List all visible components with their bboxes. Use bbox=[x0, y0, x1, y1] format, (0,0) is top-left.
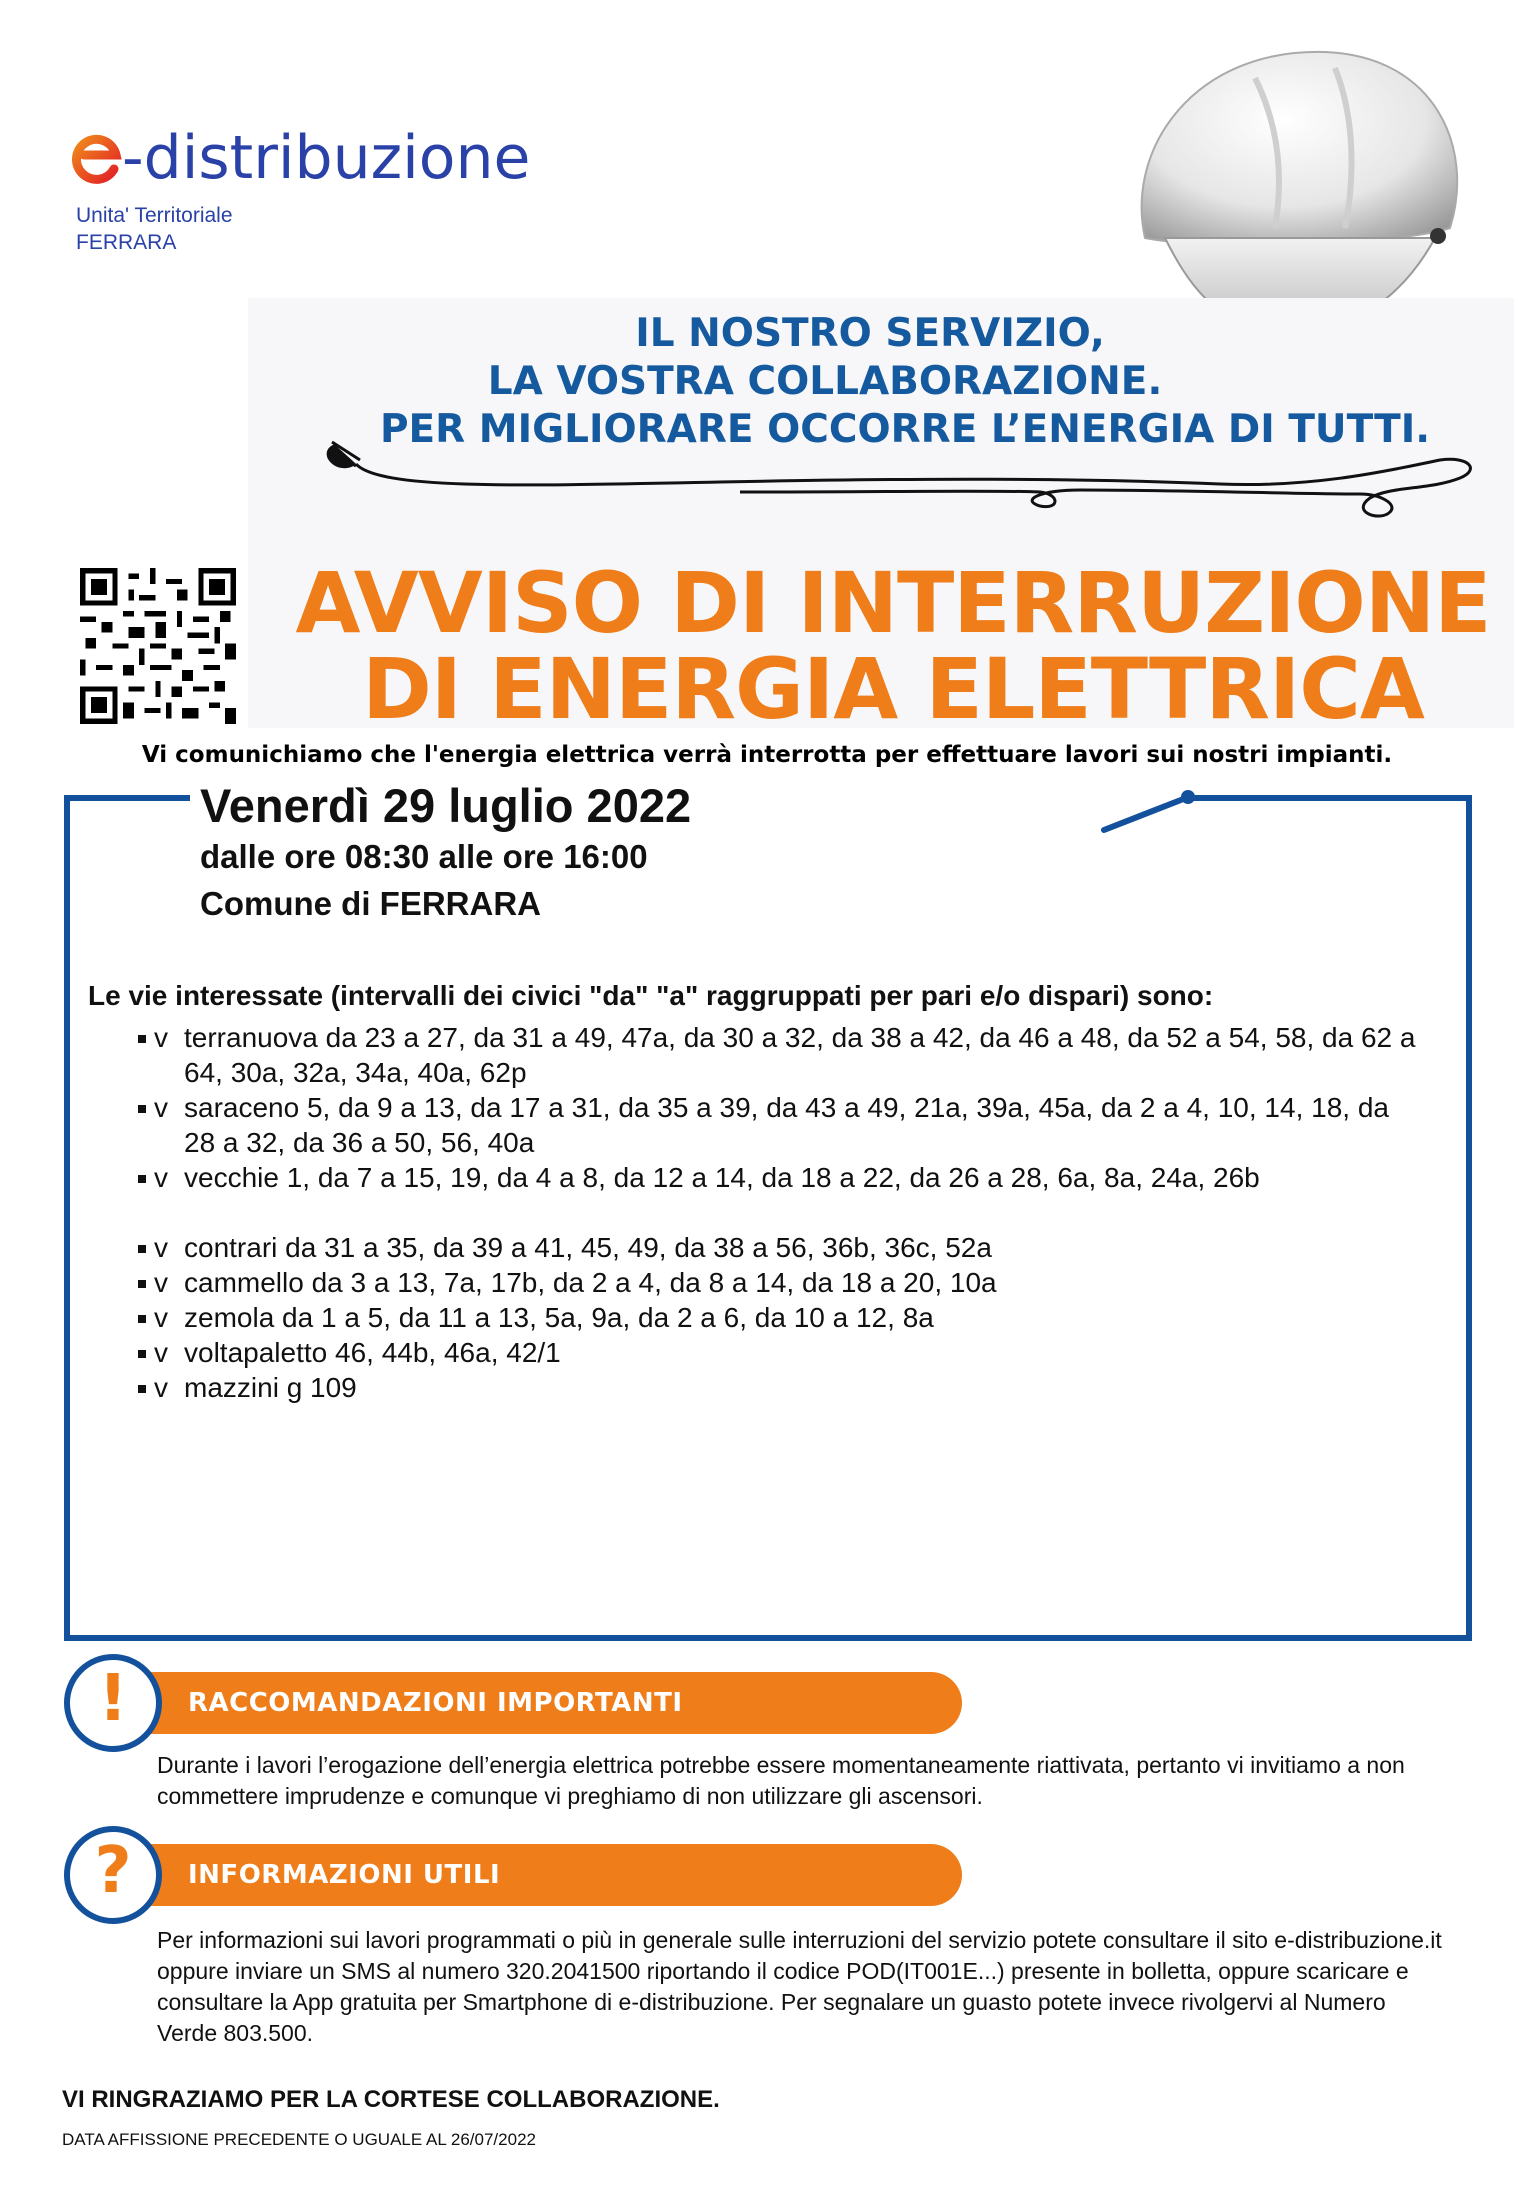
frame-top-left bbox=[64, 795, 190, 801]
street-text: zemola da 1 a 5, da 11 a 13, 5a, 9a, da 2 a 6, da 10 a 12, 8a bbox=[184, 1302, 934, 1333]
e-logo-icon bbox=[70, 129, 122, 187]
unit-label: Unita' Territoriale bbox=[76, 204, 233, 227]
list-item bbox=[134, 1300, 1424, 1335]
info-bar bbox=[110, 1844, 962, 1906]
question-icon bbox=[64, 1826, 162, 1924]
helmet-icon bbox=[1105, 38, 1515, 338]
street-text: contrari da 31 a 35, da 39 a 41, 45, 49, da 38 a 56, 36b, 36c, 52a bbox=[184, 1232, 992, 1263]
list-item bbox=[134, 1090, 1424, 1160]
brand-name: -distribuzione bbox=[122, 123, 531, 193]
exclamation-icon bbox=[64, 1654, 162, 1752]
street-prefix: v bbox=[154, 1232, 168, 1263]
street-prefix: v bbox=[154, 1337, 168, 1368]
recommendations-bar bbox=[110, 1672, 962, 1734]
street-prefix: v bbox=[154, 1162, 168, 1193]
intro-text: Vi comunichiamo che l'energia elettrica verrà interrotta per effettuare lavori sui nostri impianti. bbox=[141, 742, 1393, 768]
qr-code-icon bbox=[80, 568, 236, 724]
street-text: cammello da 3 a 13, 7a, 17b, da 2 a 4, da 8 a 14, da 18 a 20, 10a bbox=[184, 1267, 997, 1298]
streets-list bbox=[134, 1020, 1424, 1405]
title-line-1: AVVISO DI INTERRUZIONE bbox=[295, 554, 1491, 652]
question-symbol: ? bbox=[94, 1834, 132, 1908]
list-item bbox=[134, 1370, 1424, 1405]
list-item bbox=[134, 1335, 1424, 1370]
info-heading: INFORMAZIONI UTILI bbox=[188, 1860, 501, 1890]
outage-date: Venerdì 29 luglio 2022 bbox=[200, 779, 692, 832]
plug-cable-icon bbox=[320, 420, 1500, 530]
slogan-line-1: IL NOSTRO SERVIZIO, bbox=[635, 311, 1105, 356]
street-prefix: v bbox=[154, 1302, 168, 1333]
street-prefix: v bbox=[154, 1092, 168, 1123]
slogan-line-2: LA VOSTRA COLLABORAZIONE. bbox=[487, 359, 1163, 404]
recommendations-text: Durante i lavori l’erogazione dell’energia elettrica potrebbe essere momentaneamente riattivata, pertanto vi invitiamo a non commettere imprudenze e comunque vi preghiamo di non utilizzare gli ascensori. bbox=[157, 1752, 1405, 1809]
street-text: terranuova da 23 a 27, da 31 a 49, 47a, da 30 a 32, da 38 a 42, da 46 a 48, da 52 a 54, 58, da 62 a 64, 30a, 32a, 34a, 40a, 62p bbox=[184, 1022, 1416, 1088]
streets-heading: Le vie interessate (intervalli dei civici "da" "a" raggruppati per pari e/o dispari) sono: bbox=[88, 980, 1214, 1011]
street-prefix: v bbox=[154, 1022, 168, 1053]
street-prefix: v bbox=[154, 1372, 168, 1403]
street-text: saraceno 5, da 9 a 13, da 17 a 31, da 35 a 39, da 43 a 49, 21a, 39a, 45a, da 2 a 4, 10, 14, 18, da 28 a 32, da 36 a 50, 56, 40a bbox=[184, 1092, 1389, 1158]
list-item bbox=[134, 1160, 1424, 1195]
posting-date: DATA AFFISSIONE PRECEDENTE O UGUALE AL 26/07/2022 bbox=[62, 2130, 536, 2149]
street-text: vecchie 1, da 7 a 15, 19, da 4 a 8, da 12 a 14, da 18 a 22, da 26 a 28, 6a, 8a, 24a, 26b bbox=[184, 1162, 1260, 1193]
notice-title bbox=[258, 554, 1528, 738]
outage-hours: dalle ore 08:30 alle ore 16:00 bbox=[200, 838, 648, 875]
list-item bbox=[134, 1020, 1424, 1090]
frame-top-right bbox=[1188, 795, 1466, 801]
unit-city: FERRARA bbox=[76, 231, 177, 254]
info-text: Per informazioni sui lavori programmati o più in generale sulle interruzioni del servizio potete consultare il sito e-distribuzione.it oppure inviare un SMS al numero 320.2041500 riportando il codice POD(IT001E...) presente in bolletta, oppure scaricare e consultare la App gratuita per Smartphone di e-distribuzione. Per segnalare un guasto potete invece rivolgervi al Numero Verde 803.500. bbox=[157, 1927, 1442, 2046]
exclamation-symbol: ! bbox=[98, 1662, 128, 1736]
street-text: mazzini g 109 bbox=[184, 1372, 357, 1403]
title-line-2: DI ENERGIA ELETTRICA bbox=[362, 640, 1424, 738]
territorial-unit bbox=[76, 202, 233, 256]
brand-logo bbox=[70, 118, 530, 198]
list-item bbox=[134, 1230, 1424, 1265]
street-text: voltapaletto 46, 44b, 46a, 42/1 bbox=[184, 1337, 561, 1368]
street-prefix: v bbox=[154, 1267, 168, 1298]
pen-icon bbox=[1098, 786, 1208, 836]
thanks-text: VI RINGRAZIAMO PER LA CORTESE COLLABORAZIONE. bbox=[62, 2086, 720, 2113]
slogan-line-3: PER MIGLIORARE OCCORRE L’ENERGIA DI TUTTI. bbox=[379, 407, 1431, 452]
recommendations-heading: RACCOMANDAZIONI IMPORTANTI bbox=[188, 1688, 683, 1718]
outage-comune: Comune di FERRARA bbox=[200, 885, 541, 922]
list-item bbox=[134, 1265, 1424, 1300]
